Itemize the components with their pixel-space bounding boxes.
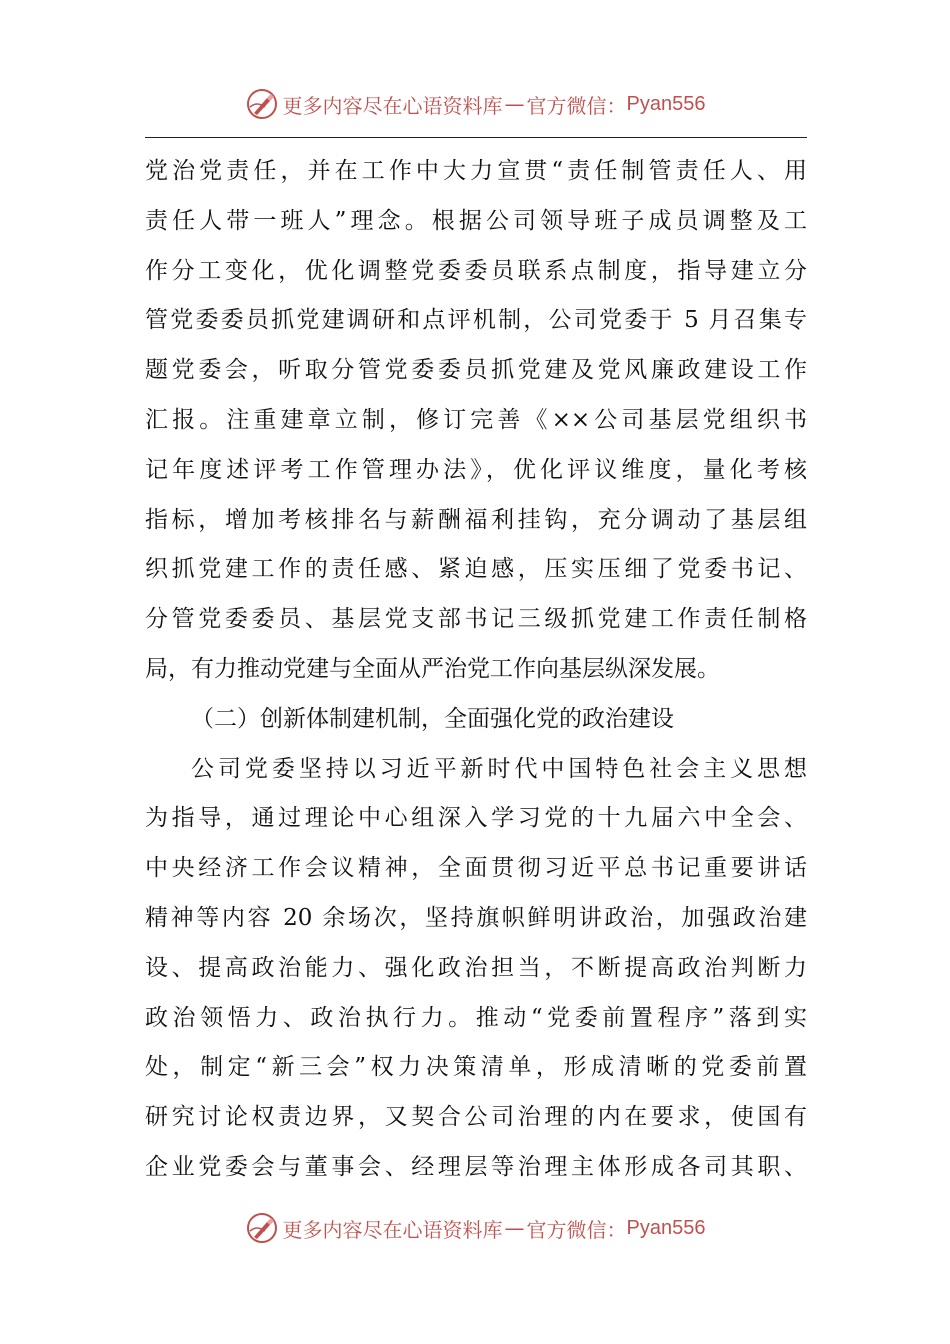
text-line: 设、提高政治能力、强化政治担当，不断提高政治判断力 (145, 954, 807, 981)
wechat-label: 官方微信： (526, 93, 627, 118)
wechat-label: 官方微信： (526, 1217, 627, 1242)
footer-banner (0, 1206, 950, 1250)
text-line: 作分工变化，优化调整党委委员联系点制度，指导建立分 (145, 257, 807, 284)
text-line: 局，有力推动党建与全面从严治党工作向基层纵深发展。 (145, 655, 720, 682)
pen-logo-icon (245, 1211, 279, 1245)
pen-logo-icon (245, 87, 279, 121)
text-line: 记年度述评考工作管理办法》，优化评议维度，量化考核 (145, 456, 807, 483)
banner-text: 更多内容尽在心语资料库 (282, 93, 503, 118)
text-line: 管党委委员抓党建调研和点评机制，公司党委于 5 月召集专 (145, 307, 807, 334)
text-line: 中央经济工作会议精神，全面贯彻习近平总书记重要讲话 (145, 855, 807, 882)
paragraph-2 (145, 745, 807, 1193)
text-line: 处，制定“新三会”权力决策清单，形成清晰的党委前置 (145, 1054, 807, 1081)
banner-text: 更多内容尽在心语资料库 (282, 1217, 503, 1242)
text-line: 企业党委会与董事会、经理层等治理主体形成各司其职、 (145, 1153, 807, 1180)
text-line: 责任人带一班人”理念。根据公司领导班子成员调整及工 (145, 207, 807, 234)
header-banner (0, 82, 950, 126)
text-line: 题党委会，听取分管党委委员抓党建及党风廉政建设工作 (145, 357, 807, 384)
banner-separator: — (504, 1216, 525, 1240)
text-line: 研究讨论权责边界，又契合公司治理的内在要求，使国有 (145, 1104, 807, 1131)
text-line: 指标，增加考核排名与薪酬福利挂钩，充分调动了基层组 (145, 506, 807, 533)
paragraph-1 (145, 147, 807, 695)
text-line: 精神等内容 20 余场次，坚持旗帜鲜明讲政治，加强政治建 (145, 904, 807, 931)
text-line: 分管党委委员、基层党支部书记三级抓党建工作责任制格 (145, 606, 807, 633)
document-body (145, 147, 807, 1193)
text-line: 汇报。注重建章立制，修订完善《××公司基层党组织书 (145, 406, 807, 433)
wechat-id: Pyan556 (626, 92, 706, 115)
text-line: 为指导，通过理论中心组深入学习党的十九届六中全会、 (145, 805, 807, 832)
text-line: 公司党委坚持以习近平新时代中国特色社会主义思想 (191, 755, 807, 782)
header-rule (145, 137, 807, 138)
text-line: 党治党责任，并在工作中大力宣贯“责任制管责任人、用 (145, 158, 807, 184)
banner-separator: — (504, 92, 525, 116)
section-heading: （二）创新体制建机制，全面强化党的政治建设 (191, 705, 674, 732)
wechat-id: Pyan556 (626, 1216, 706, 1239)
text-line: 政治领悟力、政治执行力。推动“党委前置程序”落到实 (145, 1004, 807, 1031)
text-line: 织抓党建工作的责任感、紧迫感，压实压细了党委书记、 (145, 556, 807, 583)
